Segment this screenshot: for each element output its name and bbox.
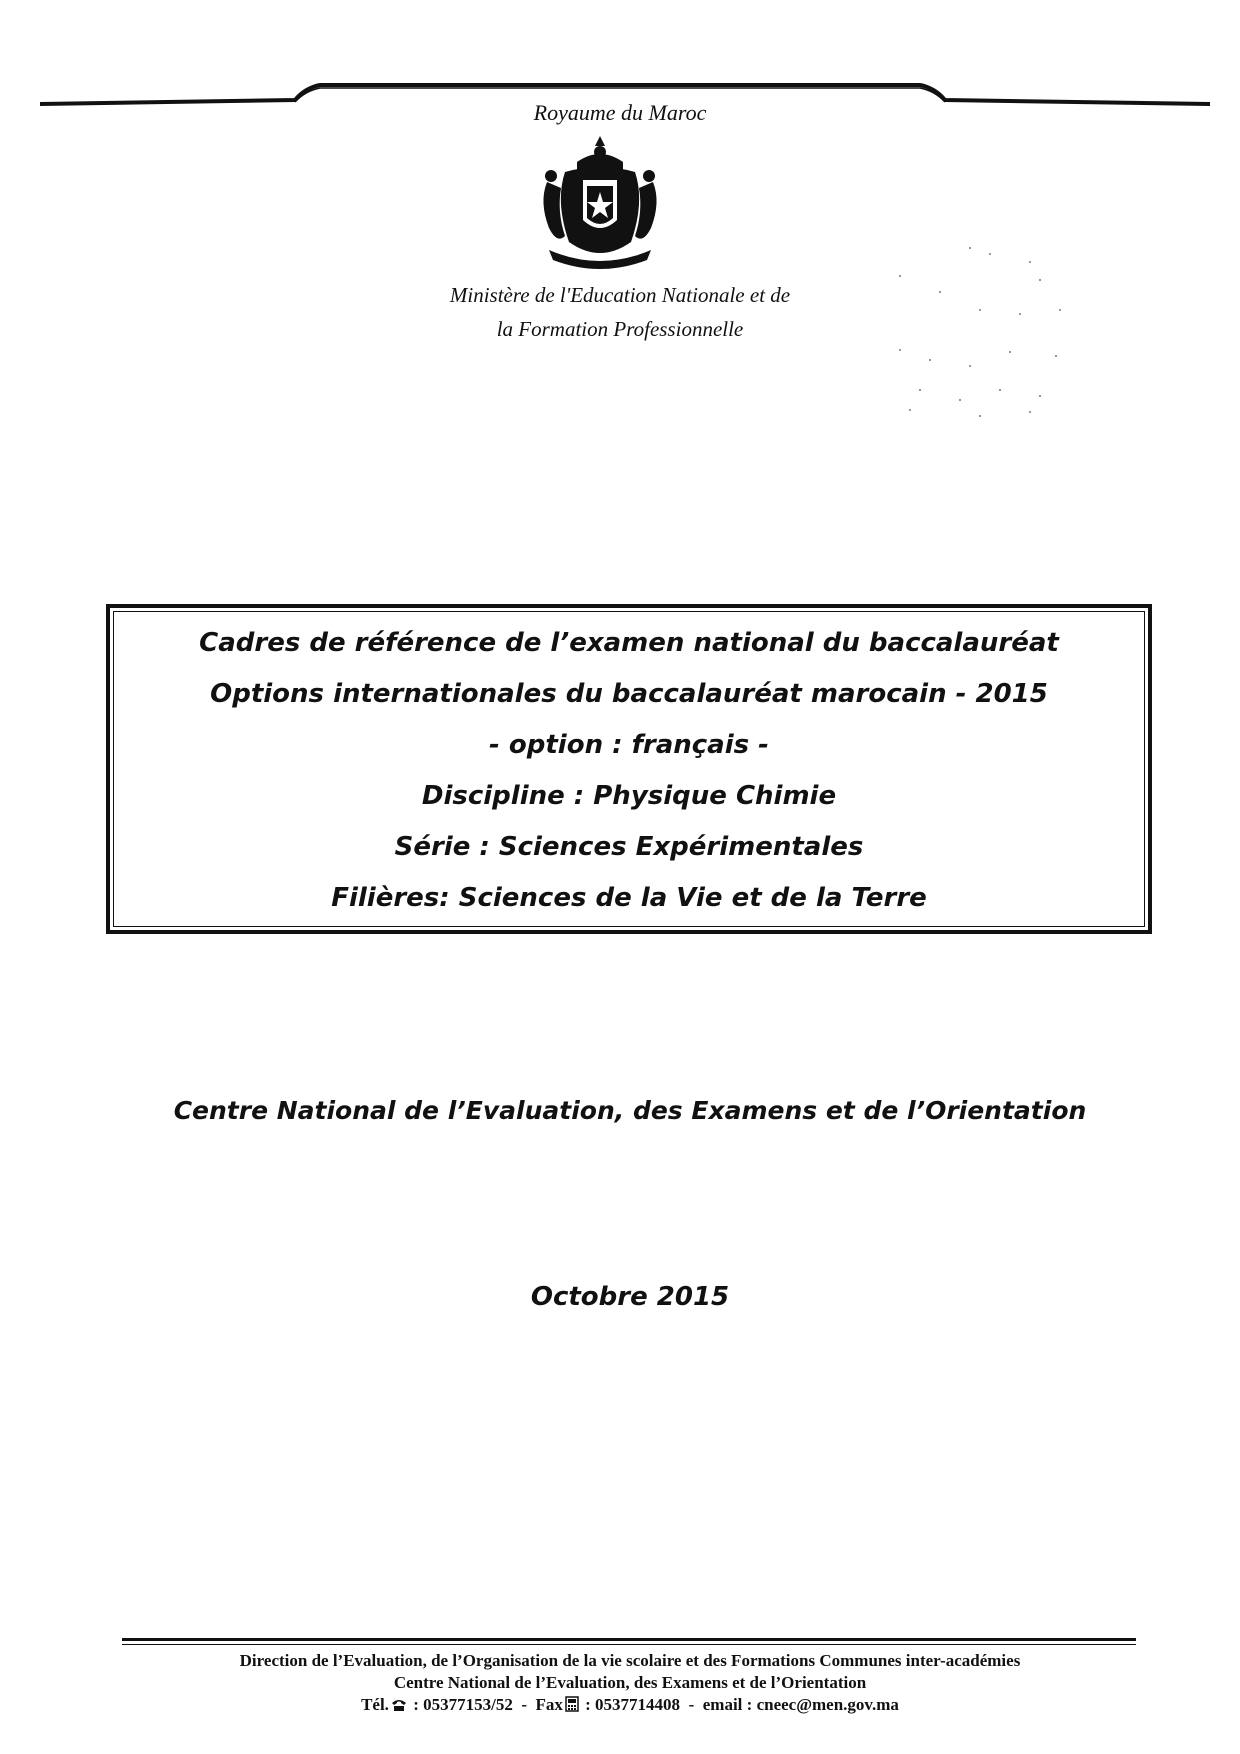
fax-icon (565, 1696, 579, 1718)
tel-label: Tél. (361, 1695, 389, 1714)
document-date: Octobre 2015 (530, 1282, 730, 1312)
email-value[interactable]: cneec@men.gov.ma (756, 1695, 899, 1714)
ministry-line-1: Ministère de l'Education Nationale et de (449, 283, 791, 307)
scan-speckles (880, 240, 1070, 420)
footer-line-2: Centre National de l’Evaluation, des Examens et de l’Orientation (393, 1673, 867, 1692)
fax-value: : 0537714408 (585, 1695, 681, 1714)
separator-1: - (521, 1695, 527, 1714)
title-line-4: Discipline : Physique Chimie (421, 781, 837, 811)
centre-name: Centre National de l’Evaluation, des Examens et de l’Orientation (173, 1096, 1087, 1125)
ministry-name (400, 278, 840, 346)
title-line-1: Cadres de référence de l’examen national du baccalauréat (199, 628, 1059, 658)
fax-label: Fax (535, 1695, 563, 1714)
title-line-5: Série : Sciences Expérimentales (394, 832, 864, 862)
coat-of-arms-icon (535, 132, 665, 277)
separator-2: - (688, 1695, 695, 1714)
title-line-3: - option : français - (489, 730, 769, 760)
title-box (106, 604, 1152, 934)
footer-rule (122, 1638, 1136, 1641)
tel-value: : 05377153/52 (413, 1695, 513, 1714)
title-line-2: Options internationales du baccalauréat marocain - 2015 (210, 679, 1048, 709)
footer-rule-thin (122, 1644, 1136, 1645)
footer-contact (100, 1694, 1160, 1718)
email-label: email : (702, 1695, 753, 1714)
footer (100, 1650, 1160, 1718)
title-line-6: Filières: Sciences de la Vie et de la Terre (331, 883, 927, 913)
ministry-line-2: la Formation Professionnelle (496, 317, 744, 341)
footer-line-1: Direction de l’Evaluation, de l’Organisation de la vie scolaire et des Formations Communes inter-académies (239, 1651, 1021, 1670)
kingdom-label: Royaume du Maroc (533, 100, 707, 125)
phone-icon (391, 1696, 407, 1718)
